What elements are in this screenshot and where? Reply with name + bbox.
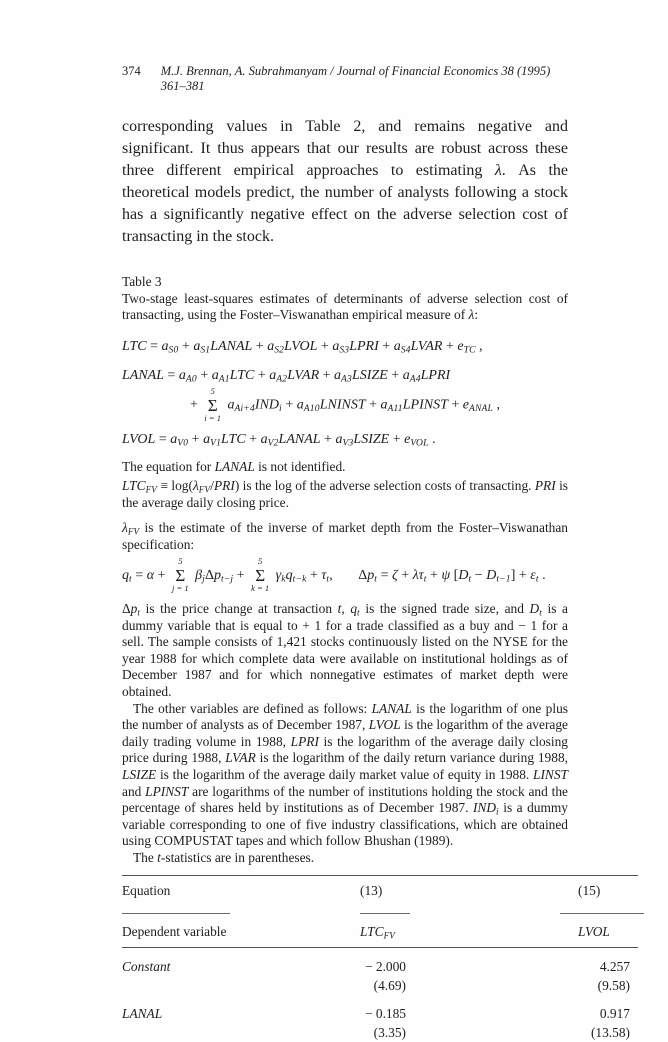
cell-constant-13 <box>346 957 406 995</box>
t-stat: (4.69) <box>373 978 406 994</box>
dependent-variable-row <box>122 919 638 948</box>
equation-header-row <box>122 876 638 903</box>
stat-value: 0.917 <box>599 1006 630 1022</box>
equation-lanal-line2: + 5 Σ i = 1 $a_{Ai+4}IND_i$ + $a_{A10}LNINST$ + $a_{A11}LPINST + e_{ANAL}$ , <box>190 385 501 423</box>
t-stat: (3.35) <box>373 1025 406 1041</box>
table3-label: Table 3 <box>122 274 162 289</box>
cell-constant-15 <box>406 957 638 995</box>
row-label: LANAL <box>122 1006 163 1022</box>
row-label: Constant <box>122 959 171 975</box>
page-header <box>122 64 568 94</box>
note-ltcfv-definition: $LTC_{FV} \equiv \log(\lambda_{FV}/PRI)$ is the log of the adverse selection costs of transacting. PRI is the average daily closing price. <box>122 477 569 510</box>
spanner-rule-13 <box>360 913 410 914</box>
equation-foster-viswanathan <box>122 557 668 594</box>
table-row-lanal <box>122 1004 638 1042</box>
dependent-variable-15: LVOL <box>578 923 610 939</box>
cell-lanal-13 <box>346 1004 406 1042</box>
equation-ltc: LTC = $a_{S0}$ + $a_{S1}LANAL$ + $a_{S2}LVOL$ + $a_{S3}LPRI$ + $a_{S4}LVAR + e_{TC}$ , <box>122 338 483 356</box>
column-header-13: (13) <box>360 882 383 898</box>
spanner-rule-equation <box>122 913 230 914</box>
spanner-rules <box>122 902 638 919</box>
note-variable-definitions: The other variables are defined as follows: LANAL is the logarithm of one plus the number of analysts as of December 1987, LVOL is the logarithm of the average daily trading volume in 1988, LPRI is the logarithm of the average daily closing price during 1988, LVAR is the logarithm of the daily return variance during 1988, LSIZE is the logarithm of the average daily market value of equity in 1988. LINST and LPINST are logarithms of the number of institutions holding the stock and the percentage of shares held by institutions as of December 1987. $IND_i$ is a dummy variable corresponding to one of five industry classifications, which are obtained using COMPUSTAT tapes and which follow Bhushan (1989). <box>122 700 569 849</box>
table-rule-mid <box>122 947 638 948</box>
equation-dp: $\Delta p_t = \zeta + \lambda\tau_t + \psi$ $[D_t - D_{t-1}] + \varepsilon_t$ . <box>358 567 546 585</box>
t-stat: (13.58) <box>590 1025 630 1041</box>
dependent-variable-label: Dependent variable <box>122 923 227 939</box>
equation-lvol: LVOL = $a_{V0} + a_{V1}LTC$ + $a_{V2}LANAL$ + $a_{V3}LSIZE + e_{VOL}$ . <box>122 432 436 449</box>
note-identification: The equation for LANAL is not identified. <box>122 459 346 475</box>
note-lambda-definition: $\lambda_{FV}$ is the estimate of the inverse of market depth from the Foster–Viswanathan specification: <box>122 520 568 552</box>
stat-value: − 2.000 <box>364 959 406 975</box>
t-stat: (9.58) <box>597 978 630 994</box>
stat-value: 4.257 <box>599 959 630 975</box>
running-head: M.J. Brennan, A. Subrahmanyam / Journal of Financial Economics 38 (1995) 361–381 <box>160 64 551 93</box>
cell-lanal-15 <box>406 1004 638 1042</box>
note-sample-description: $\Delta p_t$ is the price change at transaction t, $q_t$ is the signed trade size, and $D_t$ is a dummy variable that is equal to + 1 for a trade classified as a buy and − 1 for a sell. The sample consists of 1,421 stocks continuously listed on the NYSE for the year 1988 for which complete data were available on institutional holdings as of December 1987 and for which nonnegative estimates of market depth were obtained. <box>122 600 568 699</box>
stat-value: − 0.185 <box>364 1006 406 1022</box>
stats-table <box>122 875 668 1042</box>
spanner-rule-15 <box>560 913 644 914</box>
dependent-variable-13: $LTC_{FV}$ <box>360 923 396 941</box>
column-header-15: (15) <box>578 882 601 898</box>
intro-paragraph: corresponding values in Table 2, and remains negative and significant. It thus appears that our results are robust across these three different empirical approaches to estimating λ. As the theoretical models predict, the number of analysts following a stock has a significantly negative effect on the adverse selection cost of transacting in the stock. <box>122 118 568 245</box>
table3-caption: Two-stage least-squares estimates of determinants of adverse selection cost of transacting, using the Foster–Viswanathan empirical measure of λ: <box>122 290 568 323</box>
page-number: 374 <box>122 64 141 78</box>
note-tstatistics: The t-statistics are in parentheses. <box>133 849 315 865</box>
equation-lanal-line1: LANAL = $a_{A0} + a_{A1}LTC$ + $a_{A2}LVAR$ + $a_{A3}LSIZE$ + $a_{A4}LPRI$ <box>122 367 451 385</box>
table-row-constant <box>122 957 638 995</box>
equation-qt: $q_t = \alpha$ + 5 Σ j = 1 $\beta_j\Delta p_{t-j}$ + 5 Σ k = 1 $\gamma_kq_{t-k} + \tau_t$, <box>122 556 333 594</box>
table3-block <box>122 274 668 1042</box>
equation-header-label: Equation <box>122 882 171 898</box>
